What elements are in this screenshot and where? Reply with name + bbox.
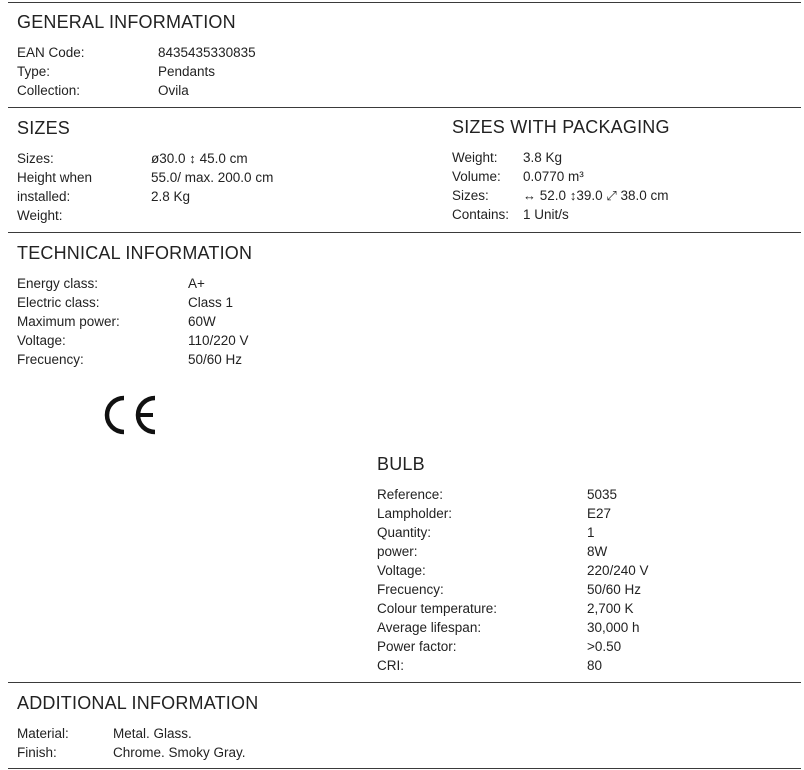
bulb-value: 220/240 V bbox=[587, 563, 649, 578]
bulb-label: Average lifespan: bbox=[377, 620, 482, 635]
sizes-label: Height when bbox=[17, 170, 93, 185]
technical-label: Frecuency: bbox=[17, 352, 84, 367]
packaging-value: 1 Unit/s bbox=[523, 207, 569, 222]
divider-general-sizes bbox=[8, 107, 801, 108]
packaging-height: 39.0 bbox=[576, 188, 603, 203]
additional-label: Material: bbox=[17, 726, 69, 741]
additional-label: Finish: bbox=[17, 745, 57, 760]
packaging-label: Contains: bbox=[452, 207, 510, 222]
bulb-label: Reference: bbox=[377, 487, 444, 502]
additional-value: Chrome. Smoky Gray. bbox=[113, 745, 246, 760]
technical-value: A+ bbox=[188, 276, 205, 291]
general-value: Ovila bbox=[158, 83, 189, 98]
bulb-value: >0.50 bbox=[587, 639, 622, 654]
technical-label: Energy class: bbox=[17, 276, 99, 291]
general-value: 8435435330835 bbox=[158, 45, 256, 60]
vertical-arrow-icon: ↕ bbox=[189, 151, 196, 166]
additional-value: Metal. Glass. bbox=[113, 726, 192, 741]
bulb-label: Frecuency: bbox=[377, 582, 444, 597]
bulb-label: Voltage: bbox=[377, 563, 426, 578]
sizes-label: installed: bbox=[17, 189, 71, 204]
packaging-label: Weight: bbox=[452, 150, 498, 165]
diameter-value: ø30.0 bbox=[151, 151, 186, 166]
packaging-sizes-value bbox=[523, 186, 669, 205]
vertical-arrow-icon: ↕ bbox=[569, 188, 577, 203]
bulb-label: Colour temperature: bbox=[377, 601, 498, 616]
bulb-label: Lampholder: bbox=[377, 506, 453, 521]
bulb-value: 2,700 K bbox=[587, 601, 634, 616]
packaging-label: Volume: bbox=[452, 169, 501, 184]
ce-mark-icon bbox=[100, 392, 160, 438]
technical-value: 60W bbox=[188, 314, 216, 329]
packaging-depth: 38.0 cm bbox=[620, 188, 669, 203]
packaging-label: Sizes: bbox=[452, 188, 489, 203]
general-value: Pendants bbox=[158, 64, 216, 79]
bulb-label: Power factor: bbox=[377, 639, 457, 654]
technical-label: Maximum power: bbox=[17, 314, 120, 329]
technical-value: 50/60 Hz bbox=[188, 352, 243, 367]
general-label: Type: bbox=[17, 64, 51, 79]
sizes-label: Weight: bbox=[17, 208, 63, 223]
packaging-value: 0.0770 m³ bbox=[523, 169, 584, 184]
weight-value: 2.8 Kg bbox=[151, 189, 191, 204]
height-installed-value: 55.0/ max. 200.0 cm bbox=[151, 170, 274, 185]
technical-value: Class 1 bbox=[188, 295, 234, 310]
bulb-value: 50/60 Hz bbox=[587, 582, 642, 597]
general-label: Collection: bbox=[17, 83, 81, 98]
technical-value: 110/220 V bbox=[188, 333, 249, 348]
bulb-label: power: bbox=[377, 544, 418, 559]
technical-heading: TECHNICAL INFORMATION bbox=[17, 243, 253, 263]
bulb-value: E27 bbox=[587, 506, 612, 521]
bulb-value: 5035 bbox=[587, 487, 618, 502]
divider-bottom bbox=[8, 768, 801, 769]
bulb-heading: BULB bbox=[377, 454, 425, 474]
bulb-label: Quantity: bbox=[377, 525, 432, 540]
technical-label: Voltage: bbox=[17, 333, 66, 348]
horizontal-arrow-icon: ↔ bbox=[523, 188, 536, 203]
packaging-value: 3.8 Kg bbox=[523, 150, 563, 165]
general-information-heading: GENERAL INFORMATION bbox=[17, 12, 236, 32]
sizes-label: Sizes: bbox=[17, 151, 54, 166]
additional-heading: ADDITIONAL INFORMATION bbox=[17, 693, 259, 713]
sizes-dimensions-value bbox=[151, 149, 248, 168]
diagonal-arrow-icon: ⤢ bbox=[606, 188, 617, 203]
bulb-label: CRI: bbox=[377, 658, 404, 673]
divider-top bbox=[8, 2, 801, 3]
bulb-value: 1 bbox=[587, 525, 595, 540]
sizes-heading: SIZES bbox=[17, 118, 71, 138]
bulb-value: 8W bbox=[587, 544, 608, 559]
divider-bulb-additional bbox=[8, 682, 801, 683]
height-value: 45.0 cm bbox=[199, 151, 248, 166]
general-label: EAN Code: bbox=[17, 45, 85, 60]
technical-label: Electric class: bbox=[17, 295, 100, 310]
bulb-value: 80 bbox=[587, 658, 603, 673]
packaging-heading: SIZES WITH PACKAGING bbox=[452, 117, 670, 137]
divider-sizes-technical bbox=[8, 232, 801, 233]
packaging-width: 52.0 bbox=[539, 188, 567, 203]
bulb-value: 30,000 h bbox=[587, 620, 640, 635]
